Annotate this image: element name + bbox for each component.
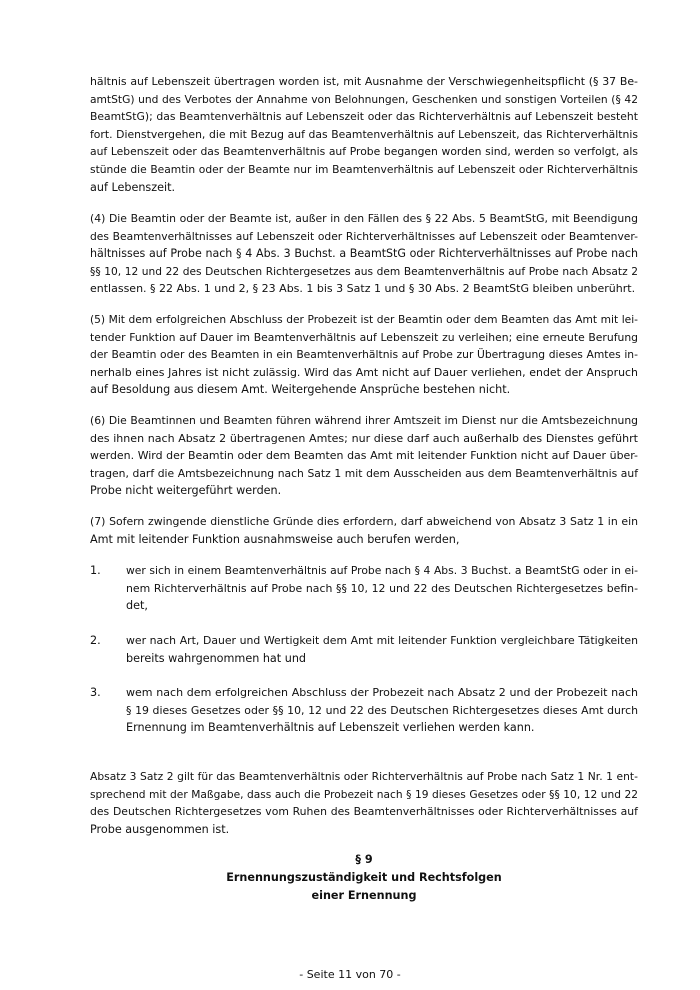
text-line: amtStG) und des Verbotes der Annahme von Belohnungen, Geschenken und sonstigen Vorteilen (§ 42 bbox=[90, 92, 638, 106]
text-line: (7) Sofern zwingende dienstliche Gründe dies erfordern, darf abweichend von Absatz 3 Satz 1 in ein bbox=[90, 515, 638, 528]
text-line: stünde die Beamtin oder der Beamte nur im Beamtenverhältnis auf Lebenszeit oder Richterverhältnis bbox=[90, 162, 638, 176]
section-title-line1: Ernennungszuständigkeit und Rechtsfolgen bbox=[226, 871, 502, 884]
text-line: Probe nicht weitergeführt werden. bbox=[90, 484, 282, 498]
text-line: (6) Die Beamtinnen und Beamten führen während ihrer Amtszeit im Dienst nur die Amtsbezeichnung bbox=[90, 414, 638, 427]
paragraph-intro bbox=[90, 73, 638, 196]
text-line: hältnisses auf Probe nach § 4 Abs. 3 Buchst. a BeamtStG oder Richterverhältnisses auf Probe nach bbox=[90, 247, 638, 261]
text-line: des ihnen nach Absatz 2 übertragenen Amtes; nur diese darf auch außerhalb des Dienstes geführt bbox=[90, 431, 638, 445]
text-line: wer nach Art, Dauer und Wertigkeit dem Amt mit leitender Funktion vergleichbare Tätigkeiten bbox=[126, 634, 638, 647]
paragraph-7 bbox=[90, 513, 638, 548]
text-line: werden. Wird der Beamtin oder dem Beamten das Amt mit leitender Funktion nicht auf Dauer über- bbox=[90, 449, 638, 463]
text-line: des Beamtenverhältnisses auf Lebenszeit oder Richterverhältnisses auf Lebenszeit oder Beamtenver- bbox=[90, 229, 638, 243]
list-number: 1. bbox=[90, 564, 101, 577]
list-number: 3. bbox=[90, 686, 101, 699]
text-line: auf Lebenszeit. bbox=[90, 180, 176, 194]
paragraph-4 bbox=[90, 210, 638, 298]
section-number: § 9 bbox=[355, 853, 373, 866]
text-line: (5) Mit dem erfolgreichen Abschluss der Probezeit ist der Beamtin oder dem Beamten das Amt mit lei- bbox=[90, 313, 638, 326]
text-line: wer sich in einem Beamtenverhältnis auf Probe nach § 4 Abs. 3 Buchst. a BeamtStG oder in ei- bbox=[126, 564, 638, 577]
section-title-line2: einer Ernennung bbox=[311, 889, 417, 902]
text-line: Amt mit leitender Funktion ausnahmsweise auch berufen werden, bbox=[90, 532, 460, 546]
text-line: nerhalb eines Jahres ist nicht zulässig. Wird das Amt nicht auf Dauer verliehen, endet der Anspruch bbox=[90, 365, 638, 379]
paragraph-final bbox=[90, 768, 638, 838]
text-line: (4) Die Beamtin oder der Beamte ist, außer in den Fällen des § 22 Abs. 5 BeamtStG, mit Beendigung bbox=[90, 212, 638, 225]
text-line: det, bbox=[126, 599, 148, 613]
text-line: tender Funktion auf Dauer im Beamtenverhältnis auf Lebenszeit zu verleihen; eine erneute Berufung bbox=[90, 330, 638, 344]
text-line: der Beamtin oder des Beamten in ein Beamtenverhältnis auf Probe zur Übertragung dieses Amtes in- bbox=[90, 348, 638, 362]
text-line: auf Lebenszeit oder das Beamtenverhältnis auf Probe begangen worden sind, werden so verfolgt, als bbox=[90, 145, 638, 159]
text-line: nem Richterverhältnis auf Probe nach §§ 10, 12 und 22 des Deutschen Richtergesetzes befin- bbox=[126, 581, 638, 595]
text-line: BeamtStG); das Beamtenverhältnis auf Lebenszeit oder das Richterverhältnis auf Lebenszeit besteht bbox=[90, 110, 638, 124]
text-line: hältnis auf Lebenszeit übertragen worden ist, mit Ausnahme der Verschwiegenheitspflicht (§ 37 Be- bbox=[90, 75, 638, 88]
text-line: sprechend mit der Maßgabe, dass auch die Probezeit nach § 19 dieses Gesetzes oder §§ 10, 12 und 22 bbox=[90, 787, 638, 801]
text-line: Absatz 3 Satz 2 gilt für das Beamtenverhältnis oder Richterverhältnis auf Probe nach Satz 1 Nr. 1 ent- bbox=[90, 770, 638, 783]
text-line: wem nach dem erfolgreichen Abschluss der Probezeit nach Absatz 2 und der Probezeit nach bbox=[126, 686, 638, 699]
list-number: 2. bbox=[90, 634, 101, 647]
text-line: tragen, darf die Amtsbezeichnung nach Satz 1 mit dem Ausscheiden aus dem Beamtenverhältnis auf bbox=[90, 466, 638, 480]
text-line: des Deutschen Richtergesetzes vom Ruhen des Beamtenverhältnisses oder Richterverhältnisses auf bbox=[90, 805, 638, 819]
text-line: bereits wahrgenommen hat und bbox=[126, 651, 307, 665]
text-line: Probe ausgenommen ist. bbox=[90, 822, 230, 836]
text-line: §§ 10, 12 und 22 des Deutschen Richtergesetzes aus dem Beamtenverhältnis auf Probe nach Absatz 2 bbox=[90, 264, 638, 278]
text-line: auf Besoldung aus diesem Amt. Weitergehende Ansprüche bestehen nicht. bbox=[90, 383, 511, 397]
text-line: entlassen. § 22 Abs. 1 und 2, § 23 Abs. 1 bis 3 Satz 1 und § 30 Abs. 2 BeamtStG bleiben unberührt. bbox=[90, 282, 636, 296]
paragraph-6 bbox=[90, 412, 638, 500]
text-line: Ernennung im Beamtenverhältnis auf Lebenszeit verliehen werden kann. bbox=[126, 721, 535, 735]
paragraph-5 bbox=[90, 311, 638, 399]
text-line: § 19 dieses Gesetzes oder §§ 10, 12 und 22 des Deutschen Richtergesetzes dieses Amt durch bbox=[126, 703, 638, 717]
page-footer: - Seite 11 von 70 - bbox=[299, 968, 401, 981]
section-heading bbox=[90, 851, 638, 905]
text-line: fort. Dienstvergehen, die mit Bezug auf das Beamtenverhältnis auf Lebenszeit, das Richterverhältnis bbox=[90, 127, 638, 141]
